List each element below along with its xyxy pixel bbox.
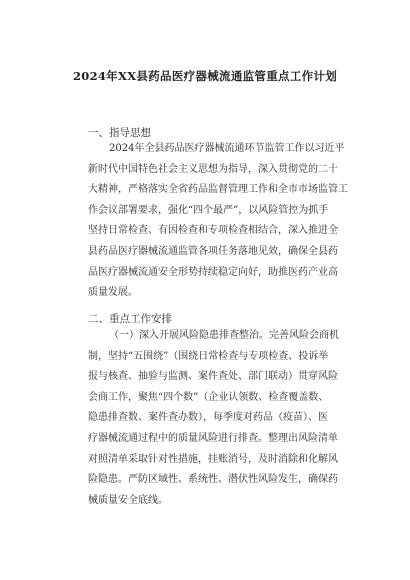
paragraph-line: 对照清单采取针对性措施，挂账消号，及时消除和化解风 — [88, 453, 338, 465]
paragraph-line: 报与核查、抽验与监测、案件查处、部门联动）贯穿风险 — [88, 371, 338, 383]
paragraph-line: 械质量安全底线。 — [88, 494, 168, 506]
paragraph-line: 品医疗器械流通安全形势持续稳定向好，助推医药产业高 — [88, 266, 338, 278]
section-body-guiding-ideology — [88, 139, 348, 304]
paragraph-line: （一）深入开展风险隐患排查整治。完善风险会商机 — [109, 330, 339, 341]
paragraph-line: 隐患排查数、案件查办数），每季度对药品（疫苗）、医 — [88, 412, 328, 424]
paragraph-line: 坚持日常检查、有因检查和专项检查相结合，深入推进全 — [88, 225, 338, 237]
paragraph-line: 险隐患。严防区域性、系统性、潜伏性风险发生，确保药 — [88, 474, 338, 486]
paragraph-line: 县药品医疗器械流通监管各项任务落地见效，确保全县药 — [88, 245, 338, 257]
paragraph-line: 质量发展。 — [88, 287, 138, 299]
paragraph-line: 疗器械流通过程中的质量风险进行排查。整理出风险清单 — [88, 432, 338, 444]
section-heading-key-work: 二、重点工作安排 — [88, 313, 172, 325]
paragraph-line: 新时代中国特色社会主义思想为指导，深入贯彻党的二十 — [88, 163, 338, 175]
section-heading-guiding-ideology: 一、指导思想 — [88, 127, 151, 139]
paragraph-line: 制，坚持“五围绕”（围绕日常检查与专项检查、投诉举 — [88, 350, 329, 362]
paragraph-line: 作会议部署要求，强化“四个最严”，以风险管控为抓手 — [88, 204, 329, 216]
paragraph-line: 大精神，严格落实全省药品监督管理工作和全市市场监管工 — [88, 184, 348, 196]
section-body-key-work — [88, 326, 339, 511]
document-title: 2024年XX县药品医疗器械流通监管重点工作计划 — [72, 69, 338, 83]
paragraph-line: 2024年全县药品医疗器械流通环节监管工作以习近平 — [109, 143, 345, 154]
paragraph-line: 会商工作，聚焦“四个数”（企业认领数、检查覆盖数、 — [88, 391, 329, 403]
